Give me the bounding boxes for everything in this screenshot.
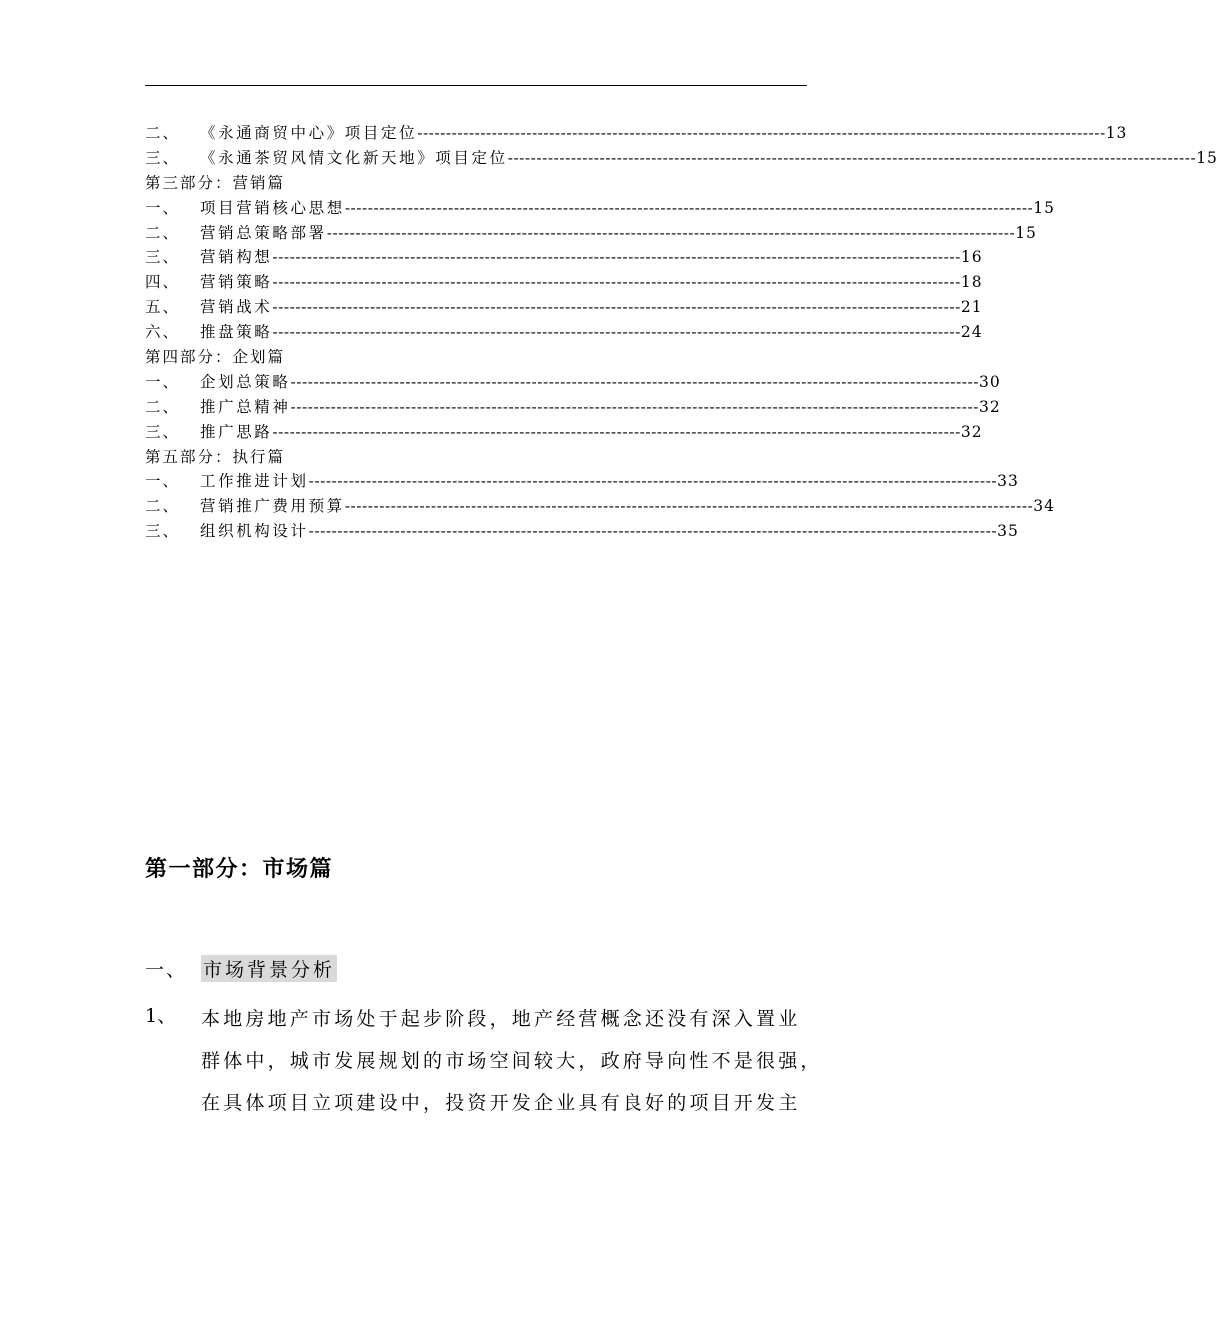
- toc-page-number: 32: [960, 422, 983, 441]
- toc-entry[interactable]: [145, 320, 983, 345]
- toc-dash-leader: ------------------------------------------------------------------------------------------------------------------------: [308, 472, 998, 491]
- toc-part-heading: 第五部分：执行篇: [145, 447, 286, 466]
- paragraph: [145, 1001, 821, 1127]
- toc-entry-number: 三、: [145, 422, 181, 441]
- toc-entry-title: 推广总精神: [200, 397, 291, 416]
- toc-entry-title: 企划总策略: [200, 372, 291, 391]
- toc-entry-number: 三、: [145, 522, 181, 541]
- toc-page-number: 16: [960, 248, 983, 267]
- paragraph-line: 本地房地产市场处于起步阶段，地产经营概念还没有深入置业: [201, 1008, 801, 1030]
- toc-entry-title: 工作推进计划: [200, 472, 309, 491]
- toc-entry-number: 一、: [145, 472, 181, 491]
- toc-entry[interactable]: [145, 370, 1001, 395]
- toc-entry-number: 二、: [145, 397, 181, 416]
- toc-entry-number: 六、: [145, 323, 181, 342]
- toc-entry-number: 二、: [145, 497, 181, 516]
- toc-entry[interactable]: [145, 221, 1037, 246]
- toc-entry-number: 二、: [145, 124, 181, 142]
- toc-entry[interactable]: [145, 469, 1019, 494]
- toc-entry-number: 三、: [145, 248, 181, 267]
- header-rule: [145, 85, 807, 86]
- toc-dash-leader: ------------------------------------------------------------------------------------------------------------------------: [290, 372, 979, 391]
- paragraph-line: 群体中，城市发展规划的市场空间较大，政府导向性不是很强，: [201, 1050, 823, 1072]
- part-title: 第一部分：市场篇: [145, 857, 334, 882]
- toc-page-number: 18: [960, 273, 983, 292]
- toc-entry[interactable]: [145, 494, 1056, 519]
- toc-page-number: 24: [960, 323, 983, 342]
- toc-dash-leader: ------------------------------------------------------------------------------------------------------------------------: [507, 148, 1197, 167]
- toc-entry-title: 营销策略: [200, 273, 273, 292]
- toc-page-number: 15: [1033, 198, 1056, 217]
- toc-entry[interactable]: [145, 121, 1128, 146]
- paragraph-text: [201, 1001, 821, 1127]
- toc-dash-leader: ------------------------------------------------------------------------------------------------------------------------: [272, 248, 961, 267]
- toc-dash-leader: ------------------------------------------------------------------------------------------------------------------------: [326, 223, 1016, 242]
- toc-entry-title: 营销战术: [200, 298, 273, 317]
- toc-page-number: 13: [1105, 124, 1128, 142]
- toc-entry-title: 推广思路: [200, 422, 273, 441]
- toc-page-number: 33: [997, 472, 1019, 491]
- toc-entry-title: 营销构想: [200, 248, 273, 267]
- toc-entry-title: 项目营销核心思想: [200, 198, 345, 217]
- toc-dash-leader: ------------------------------------------------------------------------------------------------------------------------: [290, 397, 979, 416]
- toc-dash-leader: ------------------------------------------------------------------------------------------------------------------------: [272, 298, 961, 317]
- toc-entry-title: 营销推广费用预算: [200, 497, 345, 516]
- toc-entry[interactable]: [145, 519, 1019, 544]
- toc-part-heading: 第三部分：营销篇: [145, 173, 286, 192]
- toc-entry-number: 四、: [145, 273, 181, 292]
- toc-entry[interactable]: [145, 395, 1001, 420]
- toc-page-number: 34: [1033, 497, 1056, 516]
- toc-entry[interactable]: [145, 420, 983, 445]
- toc-entry-title: 推盘策略: [200, 323, 273, 342]
- toc-part-heading: 第四部分：企划篇: [145, 348, 286, 367]
- toc-dash-leader: ------------------------------------------------------------------------------------------------------------------------: [272, 422, 961, 441]
- toc-entry-number: 一、: [145, 372, 181, 391]
- paragraph-line: 在具体项目立项建设中，投资开发企业具有良好的项目开发主: [201, 1092, 801, 1114]
- toc-dash-leader: ------------------------------------------------------------------------------------------------------------------------: [308, 522, 998, 541]
- toc-page-number: 30: [979, 372, 1001, 391]
- toc-entry-title: 《永通商贸中心》项目定位: [200, 124, 418, 142]
- section-number: 一、: [145, 959, 188, 981]
- toc-entry-title: 《永通茶贸风情文化新天地》项目定位: [200, 148, 508, 167]
- toc-entry[interactable]: [145, 270, 983, 295]
- toc-entry-title: 组织机构设计: [200, 522, 309, 541]
- toc-dash-leader: ------------------------------------------------------------------------------------------------------------------------: [344, 497, 1034, 516]
- toc-dash-leader: ------------------------------------------------------------------------------------------------------------------------: [272, 323, 961, 342]
- toc-dash-leader: ------------------------------------------------------------------------------------------------------------------------: [417, 124, 1106, 142]
- paragraph-number: 1、: [145, 1005, 177, 1027]
- toc-entry-number: 三、: [145, 148, 181, 167]
- toc-dash-leader: ------------------------------------------------------------------------------------------------------------------------: [272, 273, 961, 292]
- toc-entry[interactable]: [145, 295, 983, 320]
- section-heading: [145, 955, 337, 982]
- toc-page-number: 21: [960, 298, 983, 317]
- section-title: 市场背景分析: [201, 955, 337, 982]
- toc-entry[interactable]: [145, 146, 1218, 171]
- toc-entry-number: 二、: [145, 223, 181, 242]
- table-of-contents: [145, 121, 1218, 544]
- toc-dash-leader: ------------------------------------------------------------------------------------------------------------------------: [344, 198, 1034, 217]
- toc-page-number: 15: [1196, 148, 1218, 167]
- toc-page-number: 32: [979, 397, 1001, 416]
- toc-entry[interactable]: [145, 196, 1056, 221]
- toc-entry[interactable]: [145, 245, 983, 270]
- toc-entry-number: 一、: [145, 198, 181, 217]
- toc-entry-number: 五、: [145, 298, 181, 317]
- toc-page-number: 15: [1015, 223, 1037, 242]
- toc-page-number: 35: [997, 522, 1019, 541]
- toc-entry-title: 营销总策略部署: [200, 223, 327, 242]
